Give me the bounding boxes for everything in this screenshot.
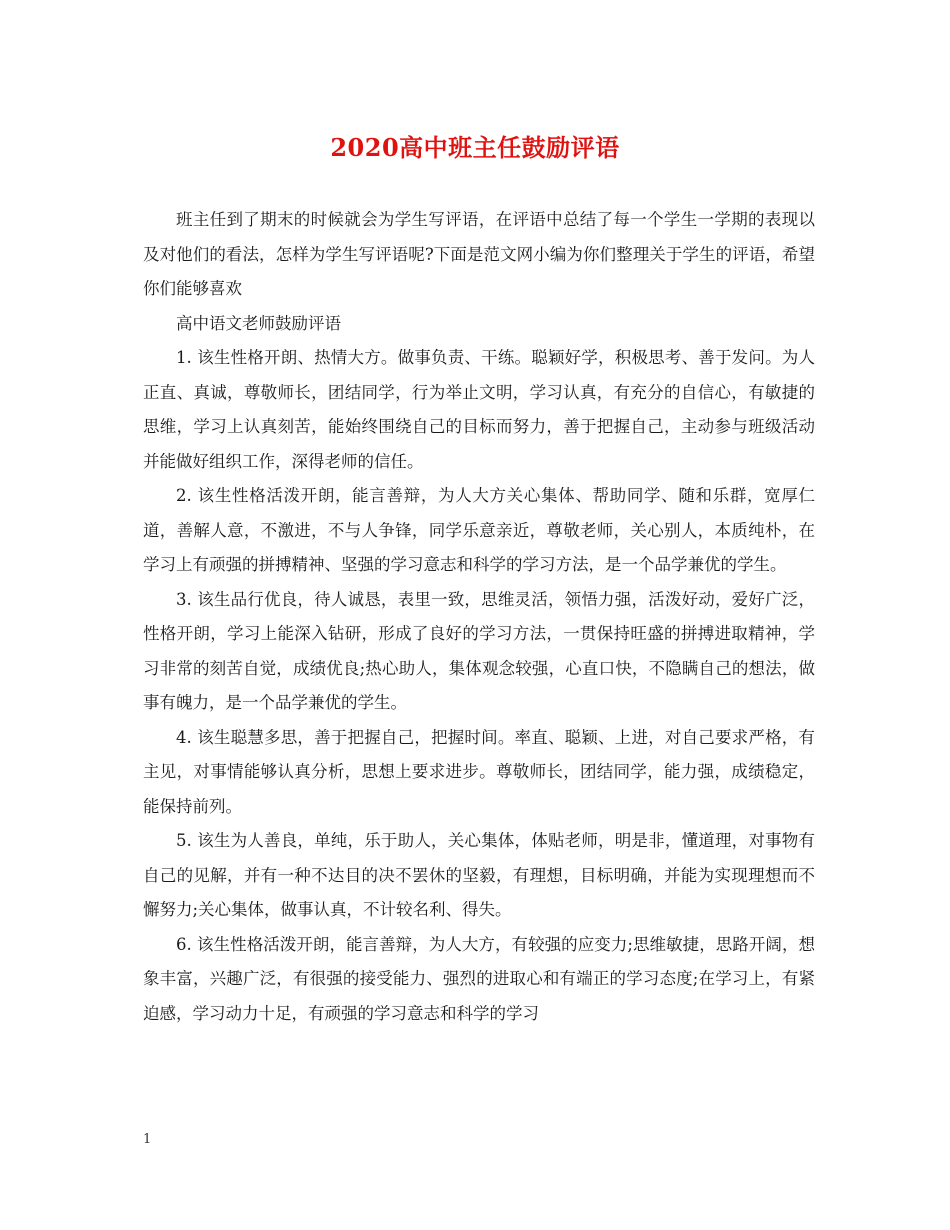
comment-item-5: 5. 该生为人善良，单纯，乐于助人，关心集体，体贴老师，明是非，懂道理，对事物有自己的见解，并有一种不达目的决不罢休的坚毅，有理想，目标明确，并能为实现理想而不懈努力;关心集体，做事认真，不计较名利、得失。 (143, 831, 815, 919)
comment-item-6: 6. 该生性格活泼开朗，能言善辩，为人大方，有较强的应变力;思维敏捷，思路开阔，想象丰富，兴趣广泛，有很强的接受能力、强烈的进取心和有端正的学习态度;在学习上，有紧迫感，学习动力十足，有顽强的学习意志和科学的学习 (143, 934, 815, 1023)
document-body (143, 203, 815, 1031)
document-title: 2020高中班主任鼓励评语 (330, 133, 620, 162)
comment-item-4: 4. 该生聪慧多思，善于把握自己，把握时间。率直、聪颖、上进，对自己要求严格，有主见，对事情能够认真分析，思想上要求进步。尊敬师长，团结同学，能力强，成绩稳定，能保持前列。 (143, 727, 815, 816)
section-heading: 高中语文老师鼓励评语 (176, 313, 341, 333)
comment-item-1: 1. 该生性格开朗、热情大方。做事负责、干练。聪颖好学，积极思考、善于发问。为人正直、真诚，尊敬师长，团结同学，行为举止文明，学习认真，有充分的自信心，有敏捷的思维，学习上认真刻苦，能始终围绕自己的目标而努力，善于把握自己，主动参与班级活动并能做好组织工作，深得老师的信任。 (143, 348, 815, 471)
intro-paragraph: 班主任到了期末的时候就会为学生写评语，在评语中总结了每一个学生一学期的表现以及对他们的看法，怎样为学生写评语呢?下面是范文网小编为你们整理关于学生的评语，希望你们能够喜欢 (143, 210, 815, 298)
page-number: 1 (143, 1132, 152, 1147)
comment-item-3: 3. 该生品行优良，待人诚恳，表里一致，思维灵活，领悟力强，活泼好动，爱好广泛，性格开朗，学习上能深入钻研，形成了良好的学习方法，一贯保持旺盛的拼搏进取精神，学习非常的刻苦自觉，成绩优良;热心助人，集体观念较强，心直口快，不隐瞒自己的想法，做事有魄力，是一个品学兼优的学生。 (143, 589, 815, 712)
comment-item-2: 2. 该生性格活泼开朗，能言善辩，为人大方关心集体、帮助同学、随和乐群，宽厚仁道，善解人意，不激进，不与人争锋，同学乐意亲近，尊敬老师，关心别人，本质纯朴，在学习上有顽强的拼搏精神、坚强的学习意志和科学的学习方法，是一个品学兼优的学生。 (143, 486, 815, 574)
